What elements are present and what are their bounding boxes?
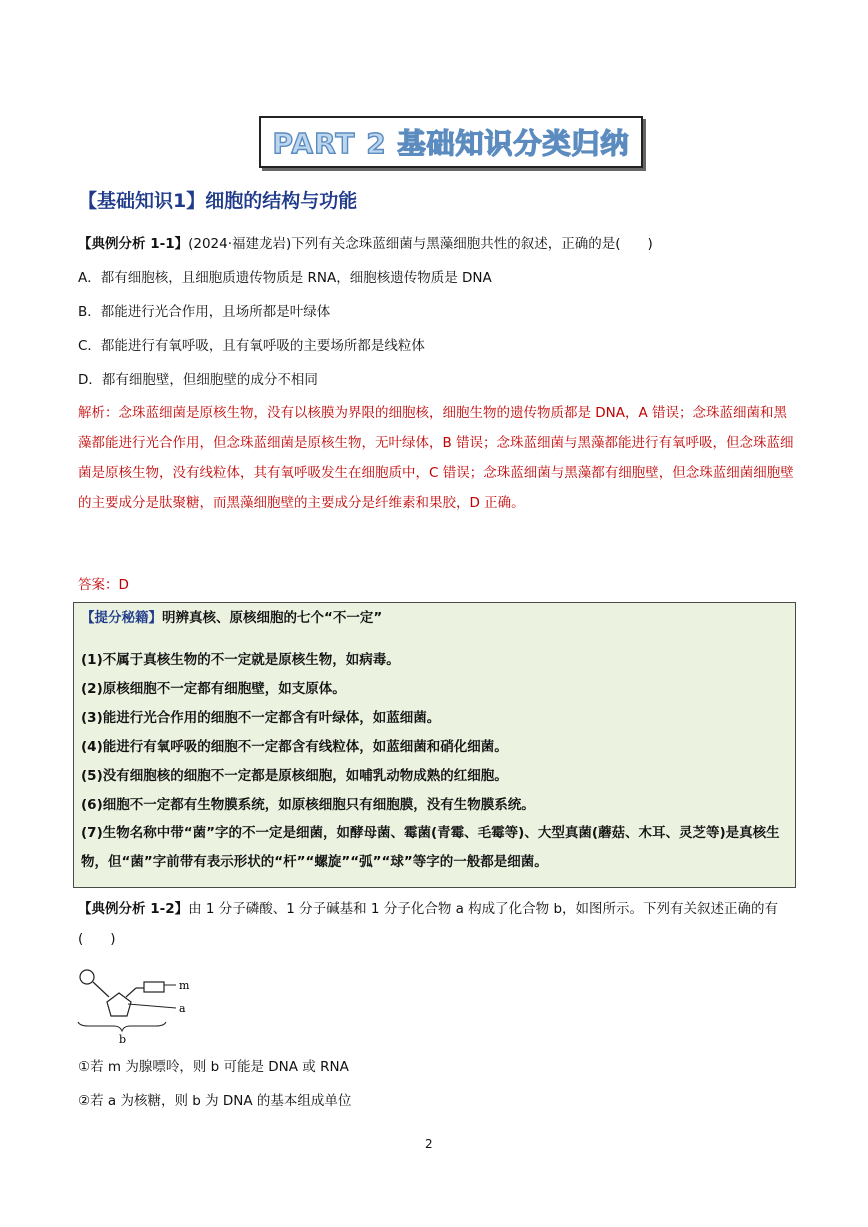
- tip-box: [73, 602, 796, 888]
- option-a: A．都有细胞核，且细胞质遗传物质是 RNA，细胞核遗传物质是 DNA: [78, 270, 492, 286]
- a-pointer: [128, 1004, 176, 1008]
- phosphate-circle: [80, 970, 94, 984]
- tip-item-6: (6)细胞不一定都有生物膜系统，如原核细胞只有细胞膜，没有生物膜系统。: [81, 797, 535, 813]
- tip-item-3: (3)能进行光合作用的细胞不一定都含有叶绿体，如蓝细菌。: [81, 710, 441, 726]
- base-rect: [144, 982, 164, 992]
- tip-label: 【提分秘籍】: [81, 610, 162, 626]
- part-title-box: [259, 116, 643, 168]
- example1-stem: (2024·福建龙岩)下列有关念珠蓝细菌与黑藻细胞共性的叙述，正确的是( ): [188, 236, 653, 252]
- phosphate-bond: [93, 982, 109, 997]
- example2-label: 【典例分析 1-2】: [78, 901, 189, 917]
- example1-label: 【典例分析 1-1】: [78, 236, 189, 252]
- tip-item-1: (1)不属于真核生物的不一定就是原核生物，如病毒。: [81, 652, 400, 668]
- tip-item-4: (4)能进行有氧呼吸的细胞不一定都含有线粒体，如蓝细菌和硝化细菌。: [81, 739, 508, 755]
- part-title: PART 2 基础知识分类归纳: [272, 127, 630, 160]
- label-m: m: [179, 979, 190, 992]
- label-a: a: [179, 1002, 186, 1015]
- example2-stem-text: 由 1 分子磷酸、1 分子碱基和 1 分子化合物 a 构成了化合物 b，如图所示。下列有关叙述正确的有( ): [78, 901, 779, 947]
- base-bond: [126, 988, 136, 997]
- tip-item-7: (7)生物名称中带“菌”字的不一定是细菌，如酵母菌、霉菌(青霉、毛霉等)、大型真菌(蘑菇、木耳、灵芝等)是真核生物，但“菌”字前带有表示形状的“杆”“螺旋”“弧”“球”等字的一般都是细菌。: [81, 825, 780, 870]
- section-heading: 【基础知识1】细胞的结构与功能: [78, 190, 358, 212]
- example1-stem-line: [78, 234, 653, 254]
- statement-1: ①若 m 为腺嘌呤，则 b 可能是 DNA 或 RNA: [78, 1059, 349, 1075]
- option-d: D．都有细胞壁，但细胞壁的成分不相同: [78, 372, 318, 388]
- nucleotide-diagram: [74, 964, 204, 1046]
- option-b: B．都能进行光合作用，且场所都是叶绿体: [78, 304, 331, 320]
- tip-heading: 明辨真核、原核细胞的七个“不一定”: [162, 610, 383, 626]
- option-c: C．都能进行有氧呼吸，且有氧呼吸的主要场所都是线粒体: [78, 338, 425, 354]
- statement-2: ②若 a 为核糖，则 b 为 DNA 的基本组成单位: [78, 1093, 352, 1109]
- example1-analysis: 解析：念珠蓝细菌是原核生物，没有以核膜为界限的细胞核，细胞生物的遗传物质都是 DNA，A 错误；念珠蓝细菌和黑藻都能进行光合作用，但念珠蓝细菌是原核生物，无叶绿体，B 错误；念珠蓝细菌与黑藻都能进行有氧呼吸，但念珠蓝细菌是原核生物，没有线粒体，其有氧呼吸发生在细胞质中，C 错误；念珠蓝细菌与黑藻都有细胞壁，但念珠蓝细菌细胞壁的主要成分是肽聚糖，而黑藻细胞壁的主要成分是纤维素和果胶，D 正确。: [78, 405, 794, 511]
- tip-heading-line: [81, 608, 382, 628]
- tip-item-5: (5)没有细胞核的细胞不一定都是原核细胞，如哺乳动物成熟的红细胞。: [81, 768, 508, 784]
- tip-item-2: (2)原核细胞不一定都有细胞壁，如支原体。: [81, 681, 346, 697]
- example2-stem: [78, 894, 794, 954]
- label-b: b: [119, 1033, 127, 1046]
- page-number: 2: [425, 1137, 433, 1151]
- example1-answer: 答案：D: [78, 577, 129, 593]
- b-brace: [78, 1022, 166, 1031]
